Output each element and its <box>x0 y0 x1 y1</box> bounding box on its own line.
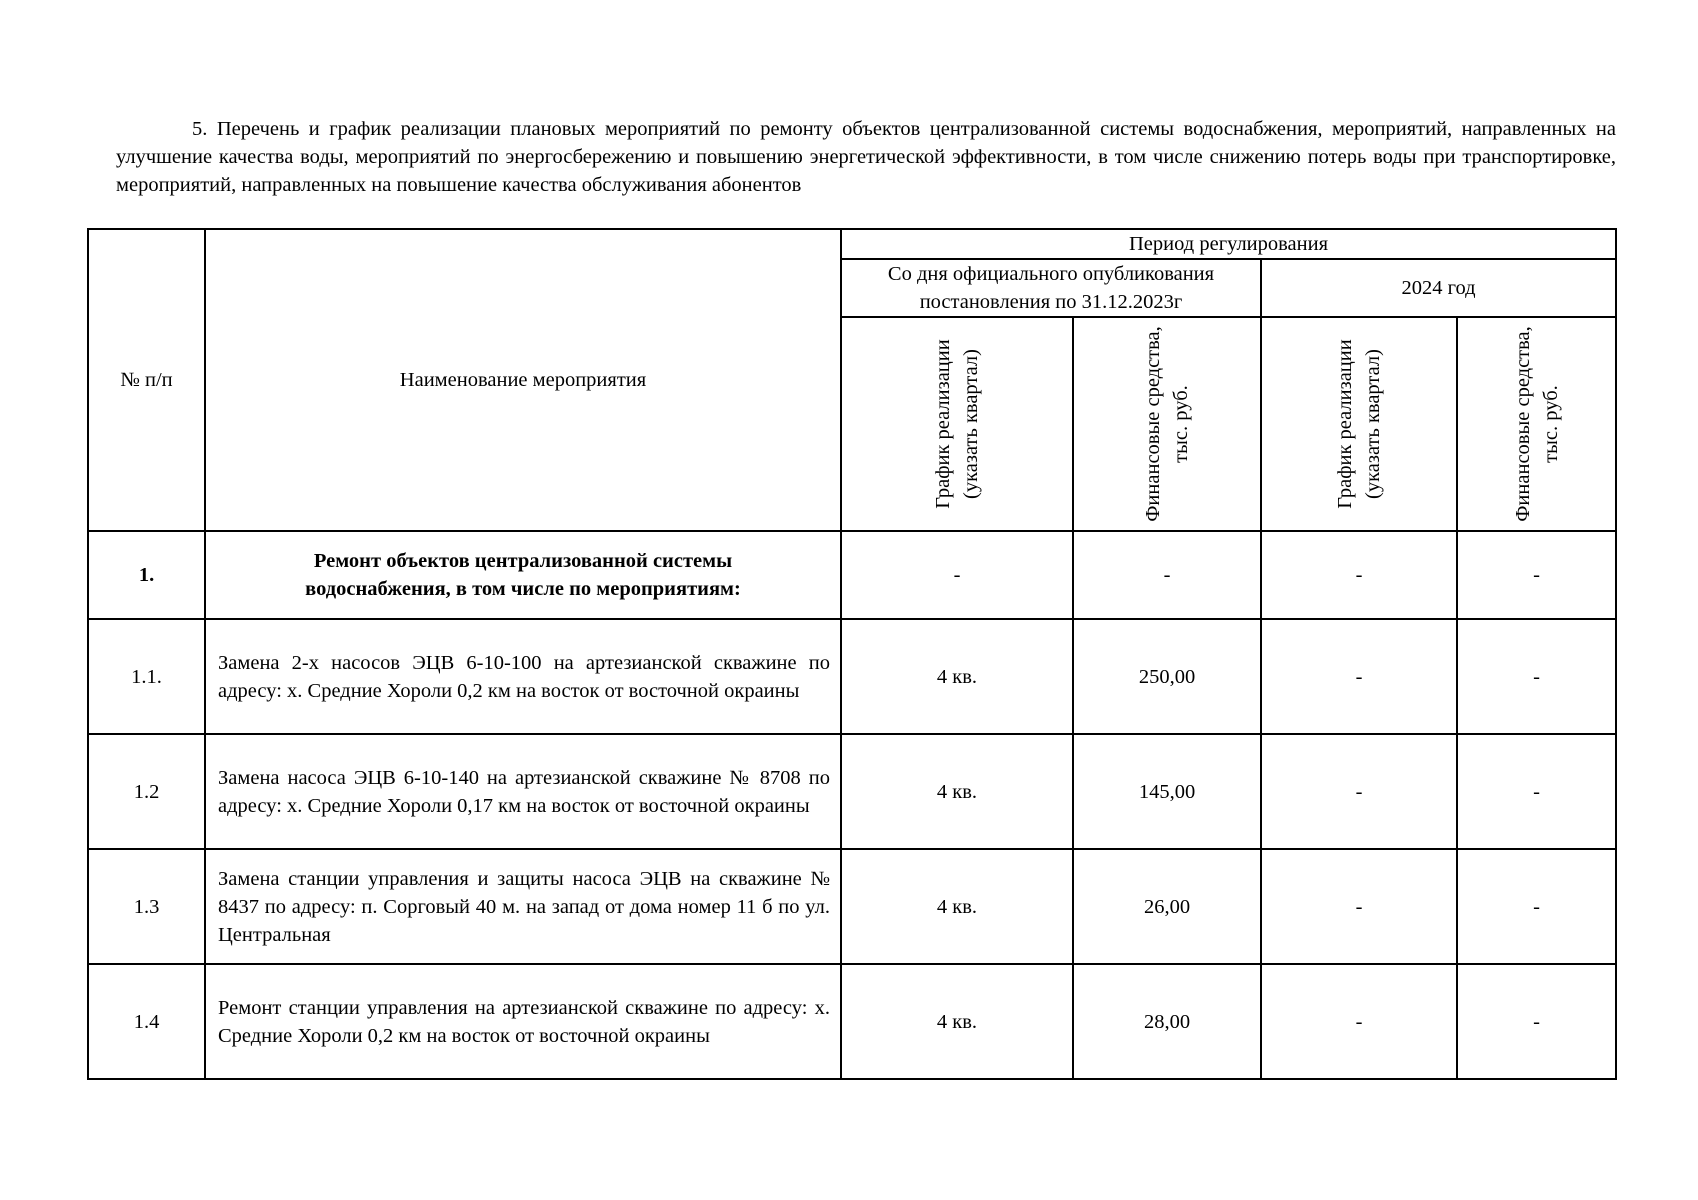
row-finance-2023: 26,00 <box>1073 849 1261 964</box>
row-num: 1.1. <box>88 619 205 734</box>
row-num: 1.2 <box>88 734 205 849</box>
section-finance-2024: - <box>1457 531 1616 619</box>
finance-2024-label: Финансовые средства, тыс. руб. <box>1511 326 1562 522</box>
heading-text: 5. Перечень и график реализации плановых мероприятий по ремонту объектов централизованной системы водоснабжения, мероприятий, направленных на улучшение качества воды, мероприятий по энергосбережению и повышению энергетической эффективности, в том числе снижению потерь воды при транспортировке, мероприятий, направленных на повышение качества обслуживания абонентов <box>116 118 1616 196</box>
col-name-header: Наименование мероприятия <box>205 229 841 531</box>
section-num: 1. <box>88 531 205 619</box>
row-num: 1.4 <box>88 964 205 1079</box>
row-num: 1.3 <box>88 849 205 964</box>
finance-2024-header <box>1457 317 1616 531</box>
row-schedule-2024: - <box>1261 964 1457 1079</box>
document-heading <box>116 115 1616 199</box>
row-schedule-2024: - <box>1261 849 1457 964</box>
row-name <box>205 964 841 1079</box>
finance-2023-header <box>1073 317 1261 531</box>
period-2023-header: Со дня официального опубликования постановления по 31.12.2023г <box>841 259 1261 317</box>
row-finance-2024: - <box>1457 619 1616 734</box>
row-name <box>205 619 841 734</box>
table-row <box>88 619 1616 734</box>
finance-2023-label: Финансовые средства, тыс. руб. <box>1142 326 1192 522</box>
row-schedule-2024: - <box>1261 734 1457 849</box>
period-header: Период регулирования <box>841 229 1616 259</box>
row-name <box>205 849 841 964</box>
row-finance-2024: - <box>1457 964 1616 1079</box>
row-name <box>205 734 841 849</box>
row-finance-2023: 28,00 <box>1073 964 1261 1079</box>
row-schedule-2023: 4 кв. <box>841 964 1073 1079</box>
row-schedule-2024: - <box>1261 619 1457 734</box>
row-name-text: Ремонт станции управления на артезианской скважине по адресу: х. Средние Хороли 0,2 км на восток от восточной окраины <box>218 996 830 1047</box>
row-schedule-2023: 4 кв. <box>841 619 1073 734</box>
section-finance-2023: - <box>1073 531 1261 619</box>
schedule-2023-header <box>841 317 1073 531</box>
measures-table <box>87 228 1617 1080</box>
row-finance-2023: 145,00 <box>1073 734 1261 849</box>
row-schedule-2023: 4 кв. <box>841 734 1073 849</box>
table-row <box>88 734 1616 849</box>
table-row <box>88 964 1616 1079</box>
schedule-2024-label: График реализации (указать квартал) <box>1334 339 1384 509</box>
row-name-text: Замена 2-х насосов ЭЦВ 6-10-100 на артезианской скважине по адресу: х. Средние Хороли 0,2 км на восток от восточной окраины <box>218 651 830 702</box>
section-row <box>88 531 1616 619</box>
row-name-text: Замена насоса ЭЦВ 6-10-140 на артезианской скважине № 8708 по адресу: х. Средние Хороли 0,17 км на восток от восточной окраины <box>218 766 830 817</box>
schedule-2023-label: График реализации (указать квартал) <box>932 339 982 509</box>
row-schedule-2023: 4 кв. <box>841 849 1073 964</box>
col-num-header: № п/п <box>88 229 205 531</box>
schedule-2024-header <box>1261 317 1457 531</box>
header-row-1 <box>88 229 1616 259</box>
row-finance-2023: 250,00 <box>1073 619 1261 734</box>
row-finance-2024: - <box>1457 849 1616 964</box>
row-name-text: Замена станции управления и защиты насоса ЭЦВ на скважине № 8437 по адресу: п. Сорговый 40 м. на запад от дома номер 11 б по ул. Центральная <box>218 867 830 946</box>
table-row <box>88 849 1616 964</box>
section-schedule-2023: - <box>841 531 1073 619</box>
section-name: Ремонт объектов централизованной системы водоснабжения, в том числе по мероприятиям: <box>205 531 841 619</box>
section-schedule-2024: - <box>1261 531 1457 619</box>
period-2024-header: 2024 год <box>1261 259 1616 317</box>
row-finance-2024: - <box>1457 734 1616 849</box>
